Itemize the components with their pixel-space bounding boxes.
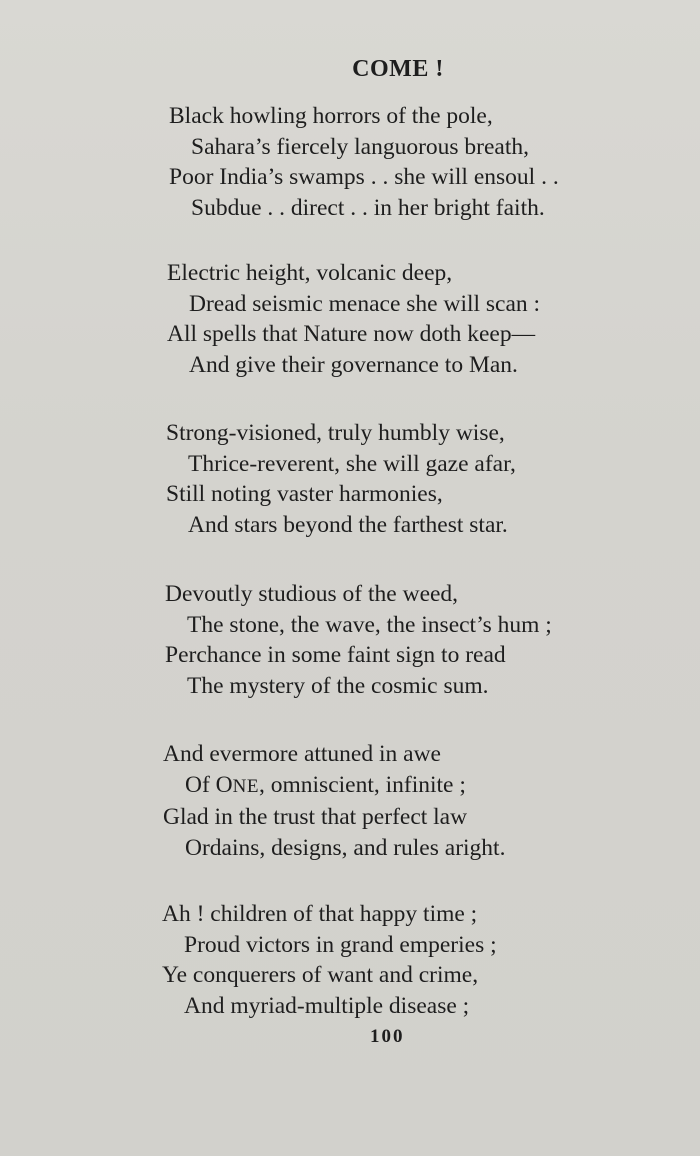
poem-line: And evermore attuned in awe — [163, 741, 441, 767]
poem-line: All spells that Nature now doth keep— — [167, 321, 536, 347]
stanza-1 — [169, 101, 689, 223]
poem-line: And give their governance to Man. — [189, 351, 518, 378]
stanza-5 — [163, 739, 683, 863]
stanza-4 — [165, 579, 685, 701]
poem-line: Ah ! children of that happy time ; — [162, 901, 478, 927]
poem-line: Subdue . . direct . . in her bright faith. — [191, 194, 545, 221]
poem-line: And myriad-multiple disease ; — [184, 992, 470, 1019]
poem-title: COME ! — [352, 56, 444, 82]
poem-line: Proud victors in grand emperies ; — [184, 931, 497, 958]
poem-line: Black howling horrors of the pole, — [169, 103, 493, 129]
poem-line: Glad in the trust that perfect law — [163, 804, 468, 830]
small-caps-text: NE — [232, 775, 259, 797]
poem-line: Dread seismic menace she will scan : — [189, 290, 541, 317]
poem-line: Sahara’s fiercely languorous breath, — [191, 133, 530, 160]
poem-line: The mystery of the cosmic sum. — [187, 672, 489, 699]
poem-line: Electric height, volcanic deep, — [167, 260, 453, 286]
poem-line-part: Of O — [185, 771, 233, 798]
poem-line: Still noting vaster harmonies, — [166, 481, 443, 507]
stanza-2 — [167, 258, 687, 380]
stanza-6 — [162, 899, 682, 1021]
poem-line: Thrice-reverent, she will gaze afar, — [188, 450, 516, 477]
poem-line: Strong-visioned, truly humbly wise, — [166, 420, 505, 446]
poem-line — [163, 770, 683, 803]
page-number: 100 — [370, 1026, 405, 1047]
poem-line: And stars beyond the farthest star. — [188, 511, 508, 538]
stanza-3 — [166, 418, 686, 540]
poem-line: The stone, the wave, the insect’s hum ; — [187, 611, 552, 638]
poem-line: Ye conquerers of want and crime, — [162, 962, 479, 988]
poem-line-part: , omniscient, infinite ; — [258, 771, 466, 798]
poem-line: Devoutly studious of the weed, — [165, 581, 459, 607]
poem-line: Poor India’s swamps . . she will ensoul . . — [169, 164, 559, 190]
poem-line: Ordains, designs, and rules aright. — [185, 834, 506, 861]
poem-line: Perchance in some faint sign to read — [165, 642, 506, 668]
